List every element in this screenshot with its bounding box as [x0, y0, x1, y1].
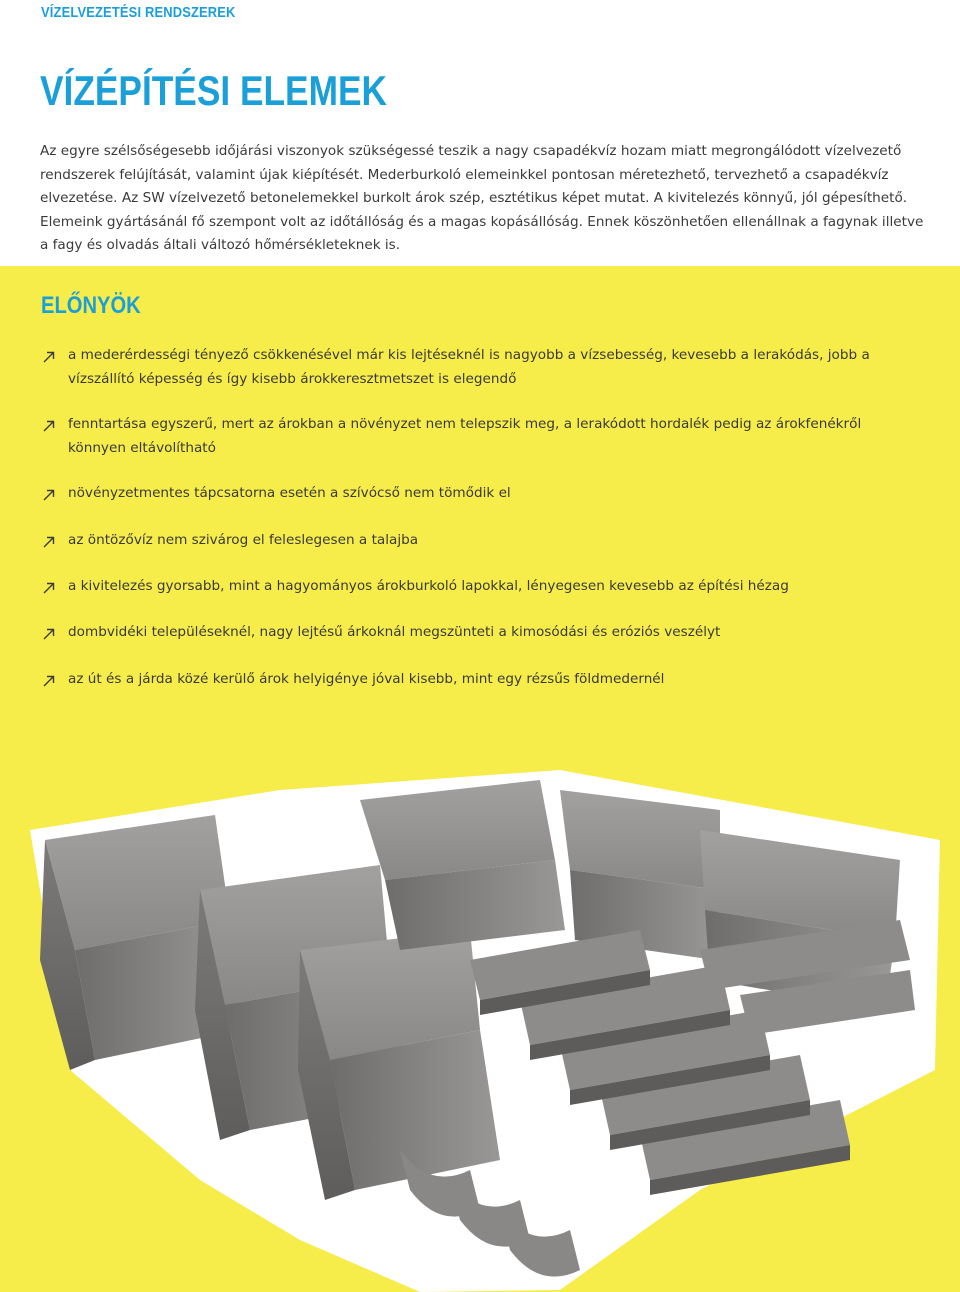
benefit-text: az öntözővíz nem szivárog el feleslegesen a talajba: [68, 532, 419, 548]
benefit-text: növényzetmentes tápcsatorna esetén a szívócső nem tömődik el: [68, 485, 511, 501]
page-title: VÍZÉPÍTÉSI ELEMEK: [40, 67, 387, 114]
arrow-up-right-icon: [42, 413, 68, 437]
benefit-item: [42, 621, 922, 645]
arrow-up-right-icon: [42, 621, 68, 645]
benefit-item: [42, 529, 922, 553]
benefit-item: [42, 413, 922, 460]
benefit-item: [42, 482, 922, 506]
benefit-text: az út és a járda közé kerülő árok helyigénye jóval kisebb, mint egy rézsűs földmedernél: [68, 671, 665, 687]
section-label: VÍZELVEZETÉSI RENDSZEREK: [41, 4, 236, 21]
intro-paragraph: Az egyre szélsőségesebb időjárási viszonyok szükségessé teszik a nagy csapadékvíz hozam miatt megrongálódott vízelvezető rendszerek felújítását, valamint újak kiépítését. Mederburkoló elemeinkkel pontosan méretezhető, tervezhető a csapadékvíz elvezetése. Az SW vízelvezető betonelemekkel burkolt árok szép, esztétikus képet mutat. A kivitelezés könnyű, jól gépesíthető. Elemeink gyártásánál fő szempont volt az időtállóság és a magas kopásállóság. Ennek köszönhetően ellenállnak a fagynak illetve a fagy és olvadás általi változó hőmérsékleteknek is.: [40, 143, 924, 253]
benefits-title: ELŐNYÖK: [41, 292, 141, 319]
concrete-elements-photo: [0, 770, 960, 1292]
arrow-up-right-icon: [42, 482, 68, 506]
benefit-text: dombvidéki településeknél, nagy lejtésű árkoknál megszünteti a kimosódási és eróziós veszélyt: [68, 624, 721, 640]
benefit-item: [42, 575, 922, 599]
benefit-item: [42, 668, 922, 692]
benefit-text: fenntartása egyszerű, mert az árokban a növényzet nem telepszik meg, a lerakódott hordalék pedig az árokfenékről könnyen eltávolítható: [68, 416, 862, 456]
benefit-text: a mederérdességi tényező csökkenésével már kis lejtéseknél is nagyobb a vízsebesség, kevesebb a lerakódás, jobb a vízszállító képesség és így kisebb árokkeresztmetszet is elegendő: [68, 347, 870, 387]
benefit-text: a kivitelezés gyorsabb, mint a hagyományos árokburkoló lapokkal, lényegesen kevesebb az építési hézag: [68, 578, 789, 594]
arrow-up-right-icon: [42, 529, 68, 553]
large-u-channel: [298, 930, 500, 1200]
benefit-item: [42, 344, 922, 391]
arrow-up-right-icon: [42, 575, 68, 599]
arrow-up-right-icon: [42, 344, 68, 368]
arrow-up-right-icon: [42, 668, 68, 692]
